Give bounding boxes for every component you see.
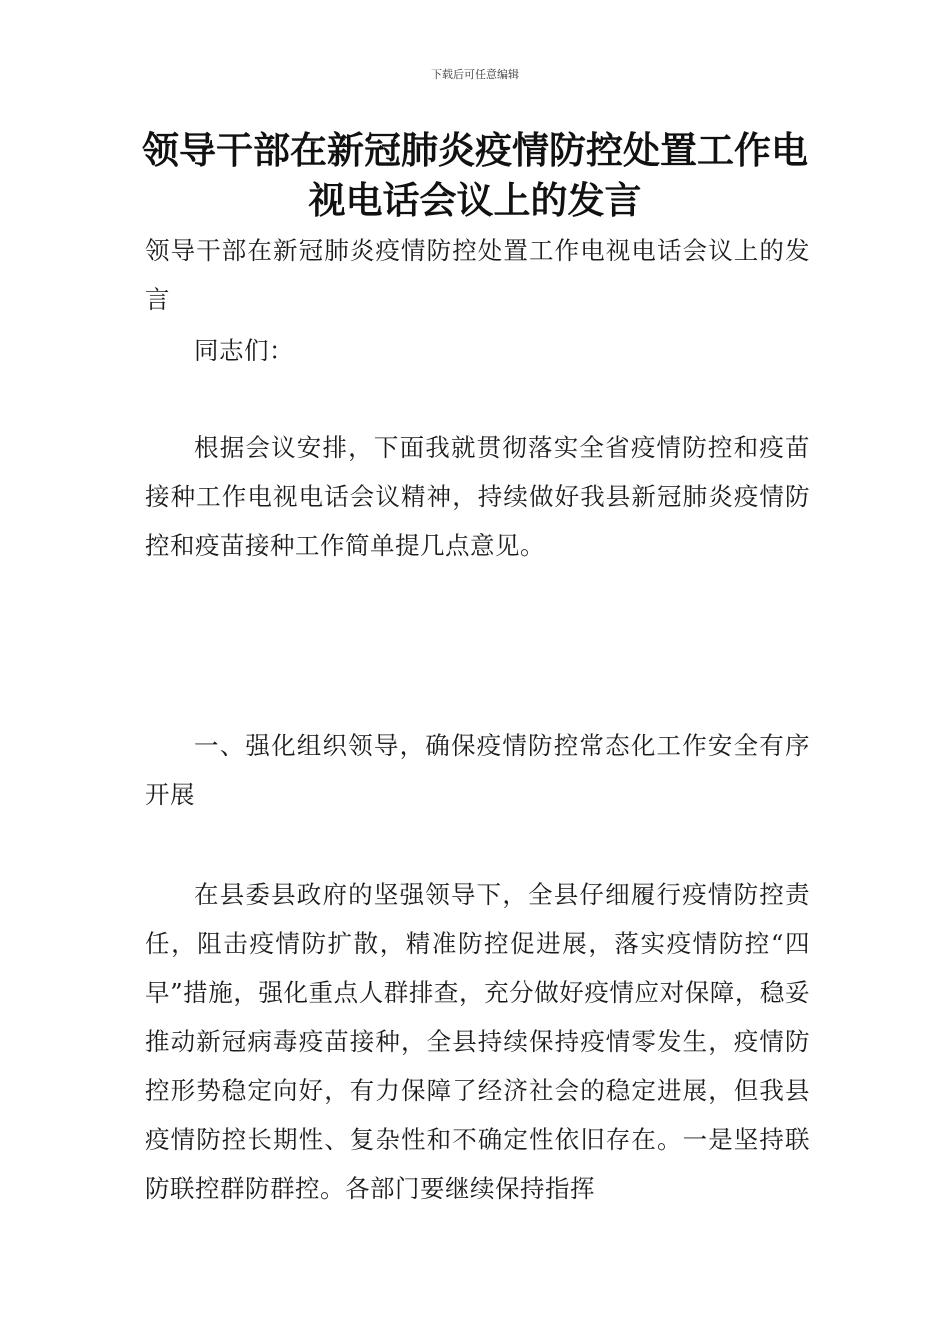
- greeting: 同志们：: [194, 336, 294, 365]
- section-1-heading: 一、强化组织领导，确保疫情防控常态化工作安全有序开展: [145, 731, 810, 809]
- section-1-body: 在县委县政府的坚强领导下，全县仔细履行疫情防控责任，阻击疫情防扩散，精准防控促进展，落实疫情防控“四早”措施，强化重点人群排查，充分做好疫情应对保障，稳妥推动新冠病毒疫苗接种，全县持续保持疫情零发生，疫情防控形势稳定向好，有力保障了经济社会的稳定进展，但我县疫情防控长期性、复杂性和不确定性依旧存在。一是坚持联防联控群防群控。各部门要继续保持指挥: [145, 880, 810, 1203]
- intro-paragraph: 根据会议安排，下面我就贯彻落实全省疫情防控和疫苗接种工作电视电话会议精神，持续做好我县新冠肺炎疫情防控和疫苗接种工作简单提几点意见。: [145, 433, 810, 560]
- document-subtitle: 领导干部在新冠肺炎疫情防控处置工作电视电话会议上的发言: [145, 236, 810, 314]
- header-note: 下载后可任意编辑: [431, 68, 519, 81]
- document-title: 领导干部在新冠肺炎疫情防控处置工作电视电话会议上的发言: [142, 129, 808, 222]
